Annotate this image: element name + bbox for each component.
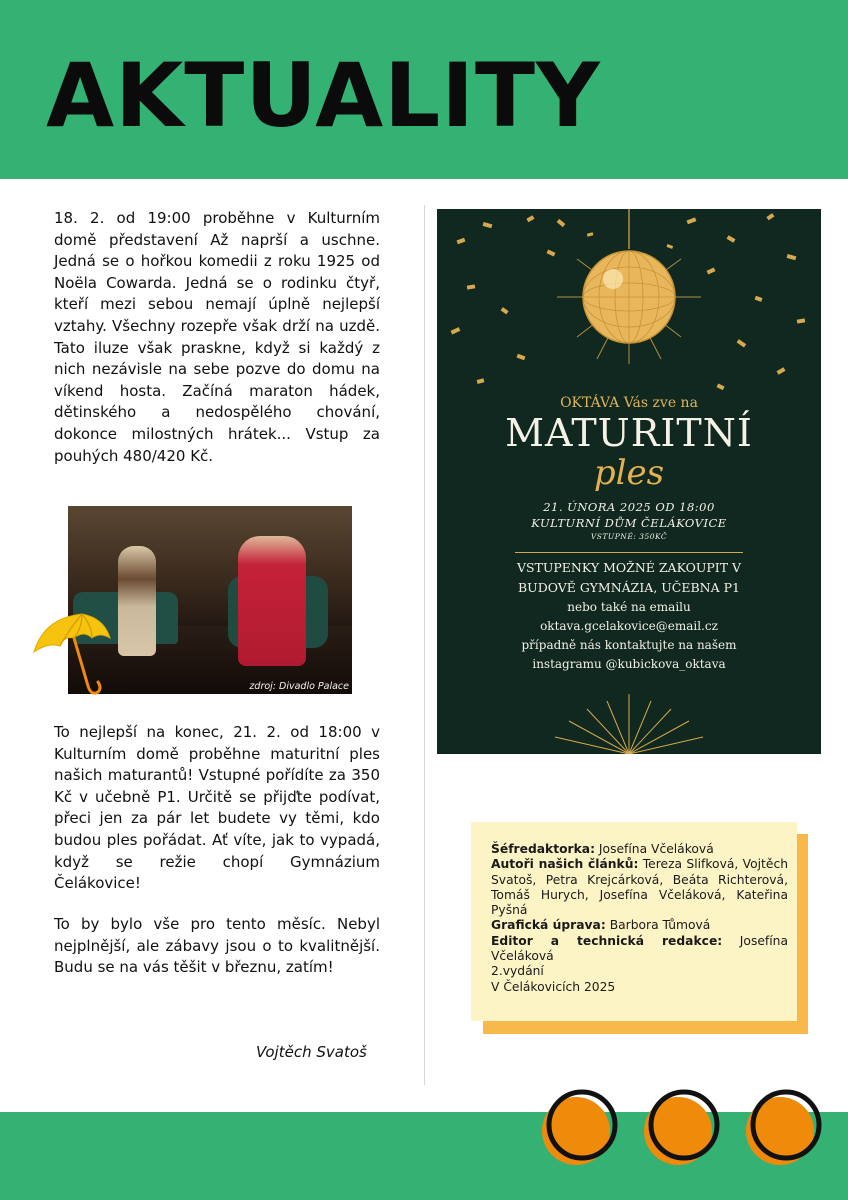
poster-instagram: instagramu @kubickova_oktava bbox=[532, 657, 726, 671]
article-paragraph-closing: To by bylo vše pro tento měsíc. Nebyl nejplnější, ale zábavy jsou o to kvalitnější. Budu se na vás těšit v březnu, zatím! bbox=[54, 915, 380, 977]
poster-price: VSTUPNÉ: 350KČ bbox=[590, 532, 668, 541]
poster-contact: případně nás kontaktujte na našem bbox=[521, 638, 737, 652]
page-title: AKTUALITY bbox=[46, 44, 601, 147]
article-paragraph-ball: To nejlepší na konec, 21. 2. od 18:00 v Kulturním domě proběhne maturitní ples našich maturantů! Vstupné pořídíte za 350 Kč v učebně P1. Určitě se přijďte podívat, přeci jen za pár let budete vy těmi, kdo budou ples pořádat. Ať víte, jak to vypadá, když se režie chopí Gymnázium Čelákovice! bbox=[54, 723, 380, 893]
circle-decoration-icon bbox=[540, 1087, 622, 1169]
poster-invite: OKTÁVA Vás zve na bbox=[560, 395, 698, 411]
poster-subtitle: ples bbox=[593, 453, 665, 493]
credits-edition: 2.vydání bbox=[491, 964, 544, 979]
photo-caption: zdroj: Divadlo Palace bbox=[249, 681, 349, 692]
ball-poster bbox=[437, 209, 821, 754]
circle-decoration-icon bbox=[744, 1087, 826, 1169]
poster-venue: KULTURNÍ DŮM ČELÁKOVICE bbox=[531, 516, 727, 530]
credits-box bbox=[471, 822, 797, 1021]
column-divider bbox=[424, 205, 425, 1085]
circle-decoration-icon bbox=[642, 1087, 724, 1169]
poster-tickets-line2: BUDOVĚ GYMNÁZIA, UČEBNA P1 bbox=[518, 580, 740, 595]
poster-email: oktava.gcelakovice@email.cz bbox=[540, 619, 718, 633]
article-paragraph-theatre: 18. 2. od 19:00 proběhne v Kulturním domě představení Až naprší a uschne. Jedná se o hořkou komedii z roku 1925 od Noëla Cowarda. Jedná se o rodinku čtyř, kteří mezi sebou nemají úplně nejlepší vztahy. Všechny rozepře však drží na uzdě. Tato iluze však praskne, když si každý z nich nezávisle na sebe pozve do domu na víkend hosta. Začíná maraton hádek, dětinského a nedospělého chování, dokonce milostných hrátek... Vstup za pouhých 480/420 Kč. bbox=[54, 209, 380, 465]
poster-date: 21. ÚNORA 2025 OD 18:00 bbox=[543, 500, 715, 514]
credits-graphics: Grafická úprava: Barbora Tůmová bbox=[491, 918, 711, 933]
umbrella-icon bbox=[30, 608, 112, 704]
poster-divider bbox=[515, 552, 743, 553]
signature: Vojtěch Svatoš bbox=[256, 1043, 367, 1061]
credits-tech: Editor a technická redakce: Josefína Včeláková bbox=[491, 933, 788, 964]
poster-email-lead: nebo také na emailu bbox=[567, 600, 691, 614]
credits-editor: Šéfredaktorka: Josefína Včeláková bbox=[491, 842, 714, 856]
credits-authors: Autoři našich článků: Tereza Slifková, Vojtěch Svatoš, Petra Krejcárková, Beáta Richterová, Tomáš Hurych, Josefína Včeláková, Kateřina Pyšná bbox=[491, 857, 788, 918]
poster-tickets-line1: VSTUPENKY MOŽNÉ ZAKOUPIT V bbox=[516, 560, 742, 575]
credits-place-date: V Čelákovicích 2025 bbox=[491, 979, 616, 994]
poster-title: MATURITNÍ bbox=[505, 411, 753, 455]
